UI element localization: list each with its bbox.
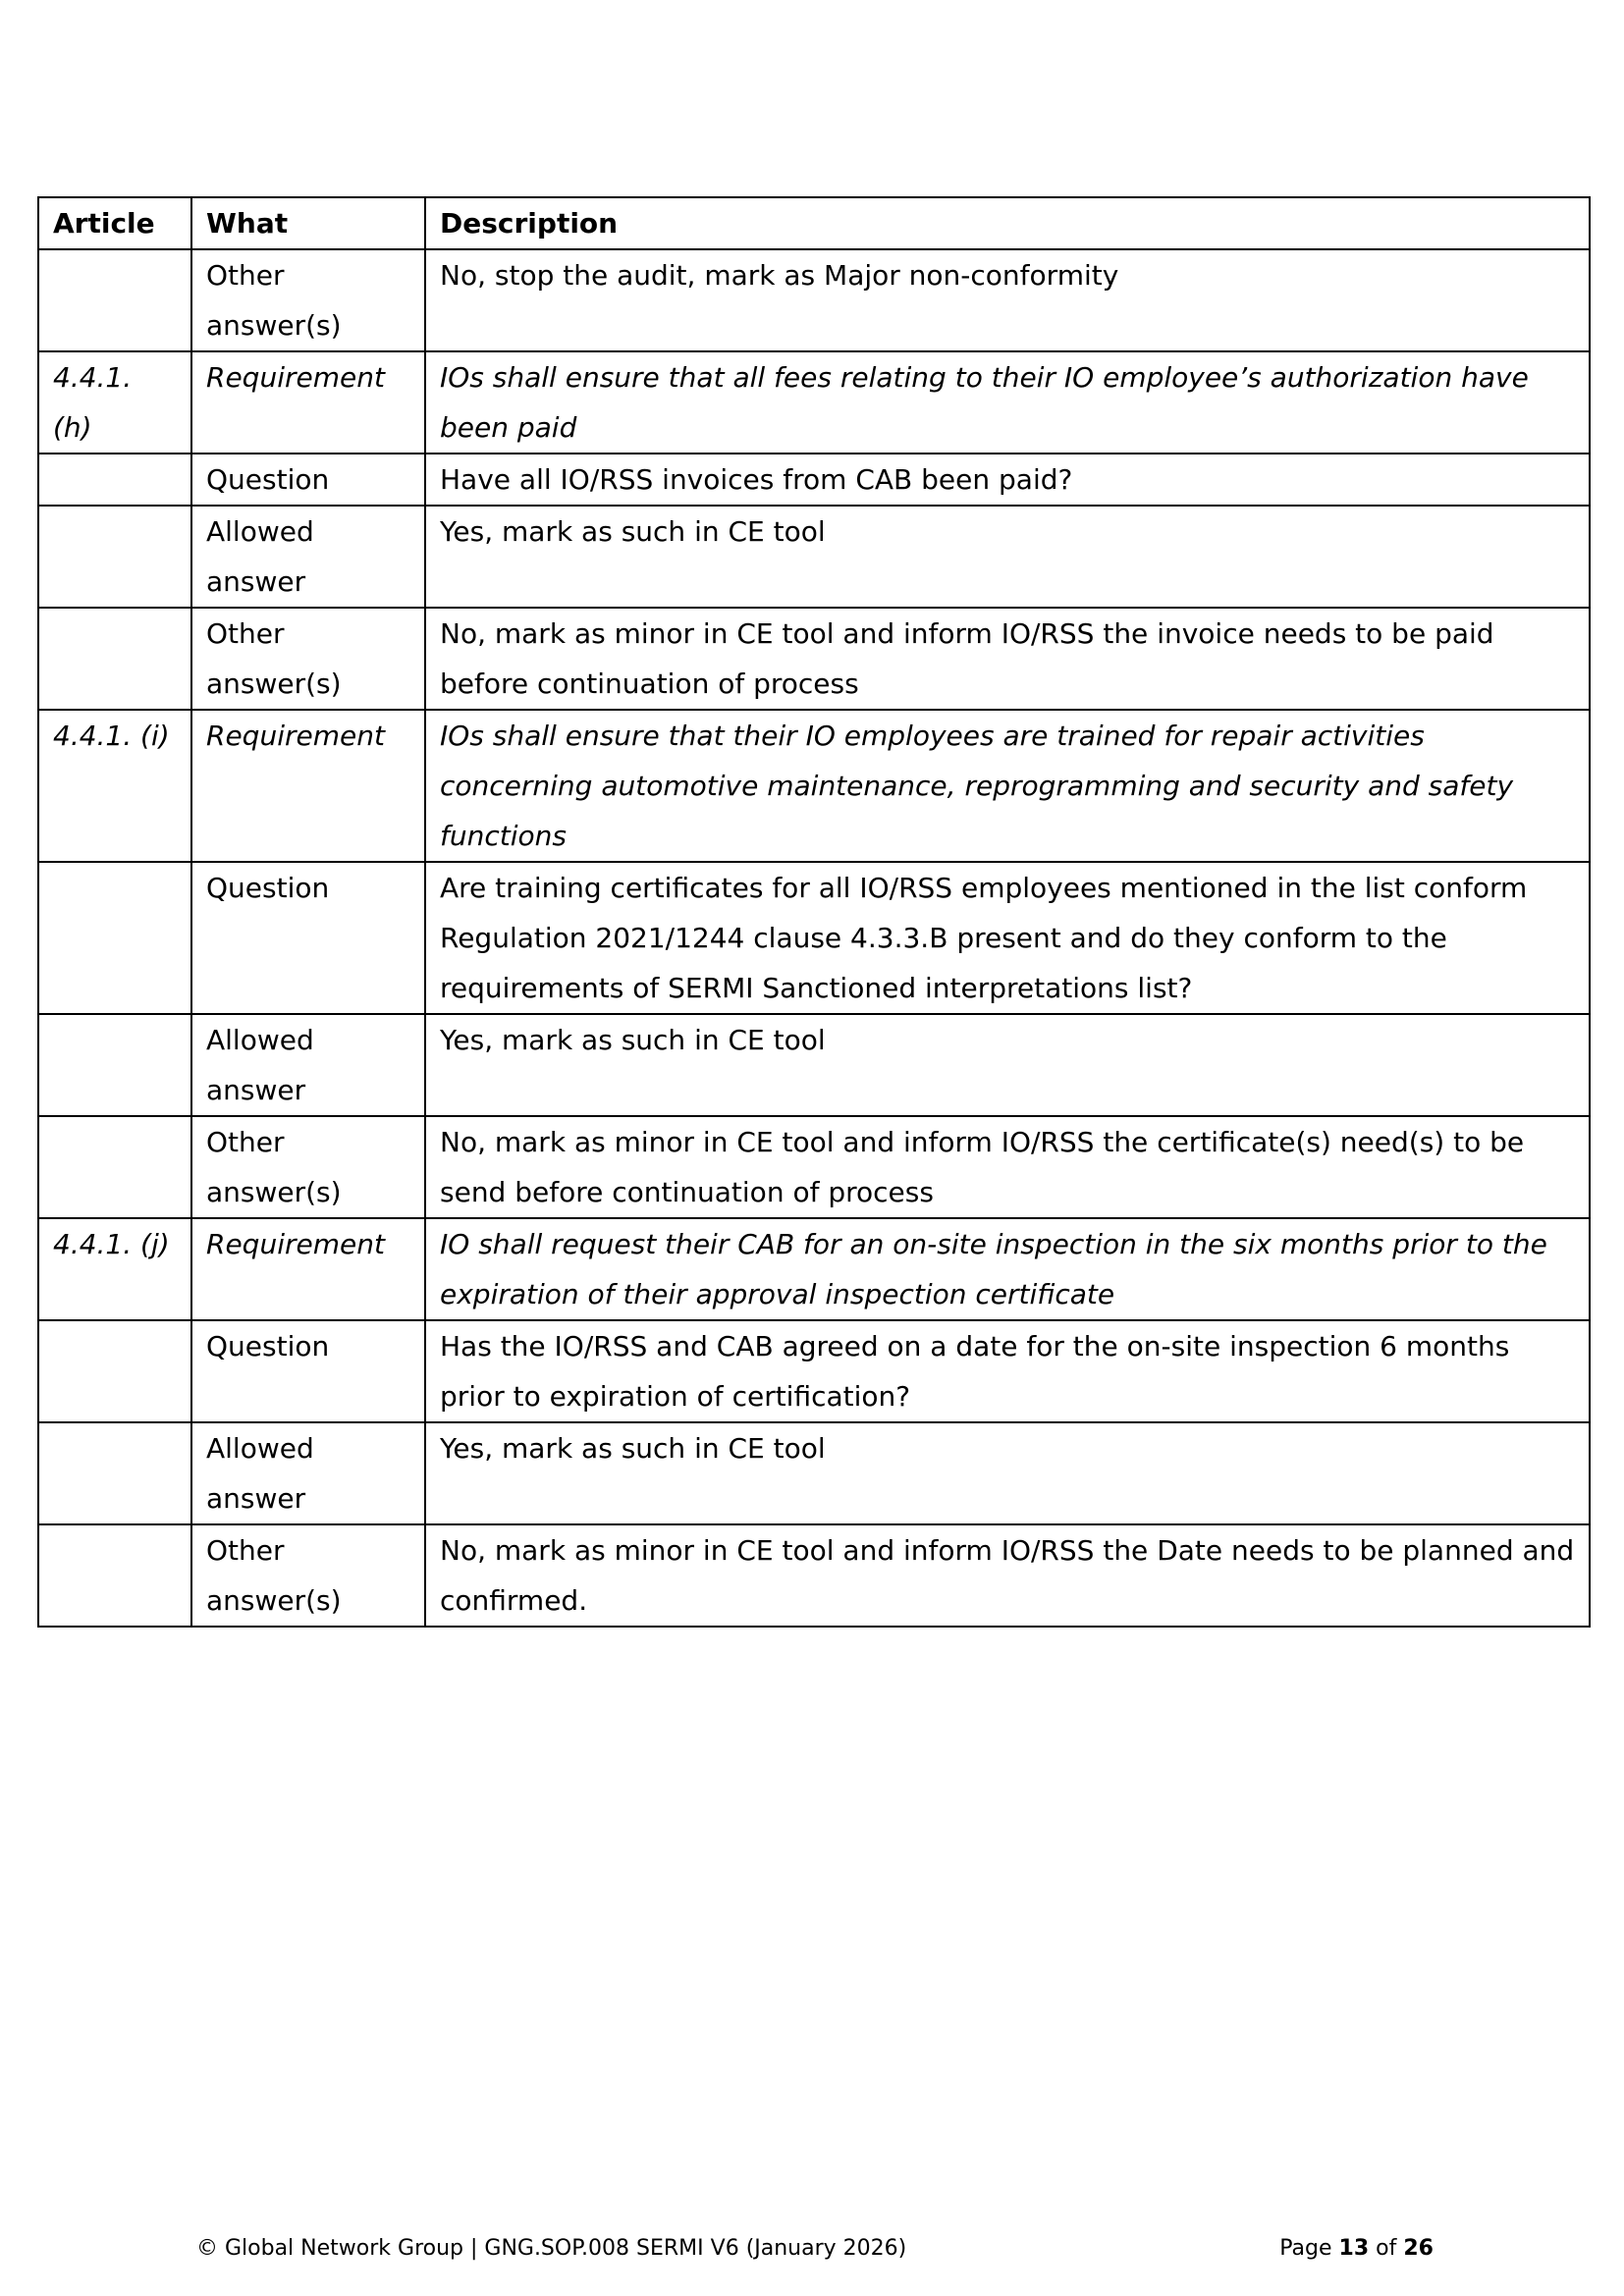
page-label: Page [1279,2236,1332,2261]
table-row [38,1422,1590,1524]
description-cell: No, mark as minor in CE tool and inform IO/RSS the certificate(s) need(s) to be send before continuation of process [425,1116,1590,1218]
footer-copyright: © Global Network Group | GNG.SOP.008 SERMI V6 (January 2026) [196,2236,907,2261]
page-number: 13 [1338,2236,1370,2261]
table-row [38,249,1590,351]
table-row-requirement [38,710,1590,862]
description-cell: Yes, mark as such in CE tool [425,1422,1590,1524]
description-cell: Yes, mark as such in CE tool [425,1014,1590,1116]
table-row [38,608,1590,710]
table-row [38,1524,1590,1627]
table-row [38,1014,1590,1116]
header-description: Description [425,197,1590,249]
article-cell [38,1320,191,1422]
article-cell [38,862,191,1014]
of-label: of [1376,2236,1397,2261]
what-cell: Requirement [191,351,425,454]
description-cell: Have all IO/RSS invoices from CAB been paid? [425,454,1590,506]
article-cell [38,506,191,608]
article-cell [38,1422,191,1524]
article-cell: 4.4.1. (j) [38,1218,191,1320]
article-cell [38,1014,191,1116]
description-cell: Are training certificates for all IO/RSS employees mentioned in the list conform Regulation 2021/1244 clause 4.3.3.B present and do they conform to the requirements of SERMI Sanctioned interpretations list? [425,862,1590,1014]
what-cell: Question [191,862,425,1014]
what-cell: Allowed answer [191,1422,425,1524]
table-row [38,506,1590,608]
page-indicator [1279,2234,1434,2264]
what-cell: Question [191,454,425,506]
total-pages: 26 [1403,2236,1434,2261]
description-cell: Yes, mark as such in CE tool [425,506,1590,608]
description-cell: No, stop the audit, mark as Major non-conformity [425,249,1590,351]
article-cell [38,1116,191,1218]
what-cell: Allowed answer [191,1014,425,1116]
article-cell [38,1524,191,1627]
table-header-row [38,197,1590,249]
what-cell: Allowed answer [191,506,425,608]
table-row-requirement [38,1218,1590,1320]
article-cell [38,608,191,710]
what-cell: Requirement [191,1218,425,1320]
article-cell [38,249,191,351]
description-cell: No, mark as minor in CE tool and inform IO/RSS the invoice needs to be paid before continuation of process [425,608,1590,710]
what-cell: Question [191,1320,425,1422]
header-what: What [191,197,425,249]
header-article: Article [38,197,191,249]
what-cell: Other answer(s) [191,1524,425,1627]
table-row [38,1116,1590,1218]
description-cell: Has the IO/RSS and CAB agreed on a date for the on-site inspection 6 months prior to expiration of certification? [425,1320,1590,1422]
what-cell: Other answer(s) [191,1116,425,1218]
what-cell: Other answer(s) [191,608,425,710]
table-row [38,1320,1590,1422]
requirement-description-cell: IOs shall ensure that all fees relating to their IO employee’s authorization have been paid [425,351,1590,454]
table-row-requirement [38,351,1590,454]
what-cell: Other answer(s) [191,249,425,351]
article-cell [38,454,191,506]
article-cell: 4.4.1. (h) [38,351,191,454]
requirement-description-cell: IOs shall ensure that their IO employees are trained for repair activities concerning automotive maintenance, reprogramming and security and safety functions [425,710,1590,862]
table-row [38,454,1590,506]
audit-checklist-table [37,196,1591,1628]
description-cell: No, mark as minor in CE tool and inform IO/RSS the Date needs to be planned and confirmed. [425,1524,1590,1627]
requirement-description-cell: IO shall request their CAB for an on-site inspection in the six months prior to the expiration of their approval inspection certificate [425,1218,1590,1320]
article-cell: 4.4.1. (i) [38,710,191,862]
table-row [38,862,1590,1014]
what-cell: Requirement [191,710,425,862]
